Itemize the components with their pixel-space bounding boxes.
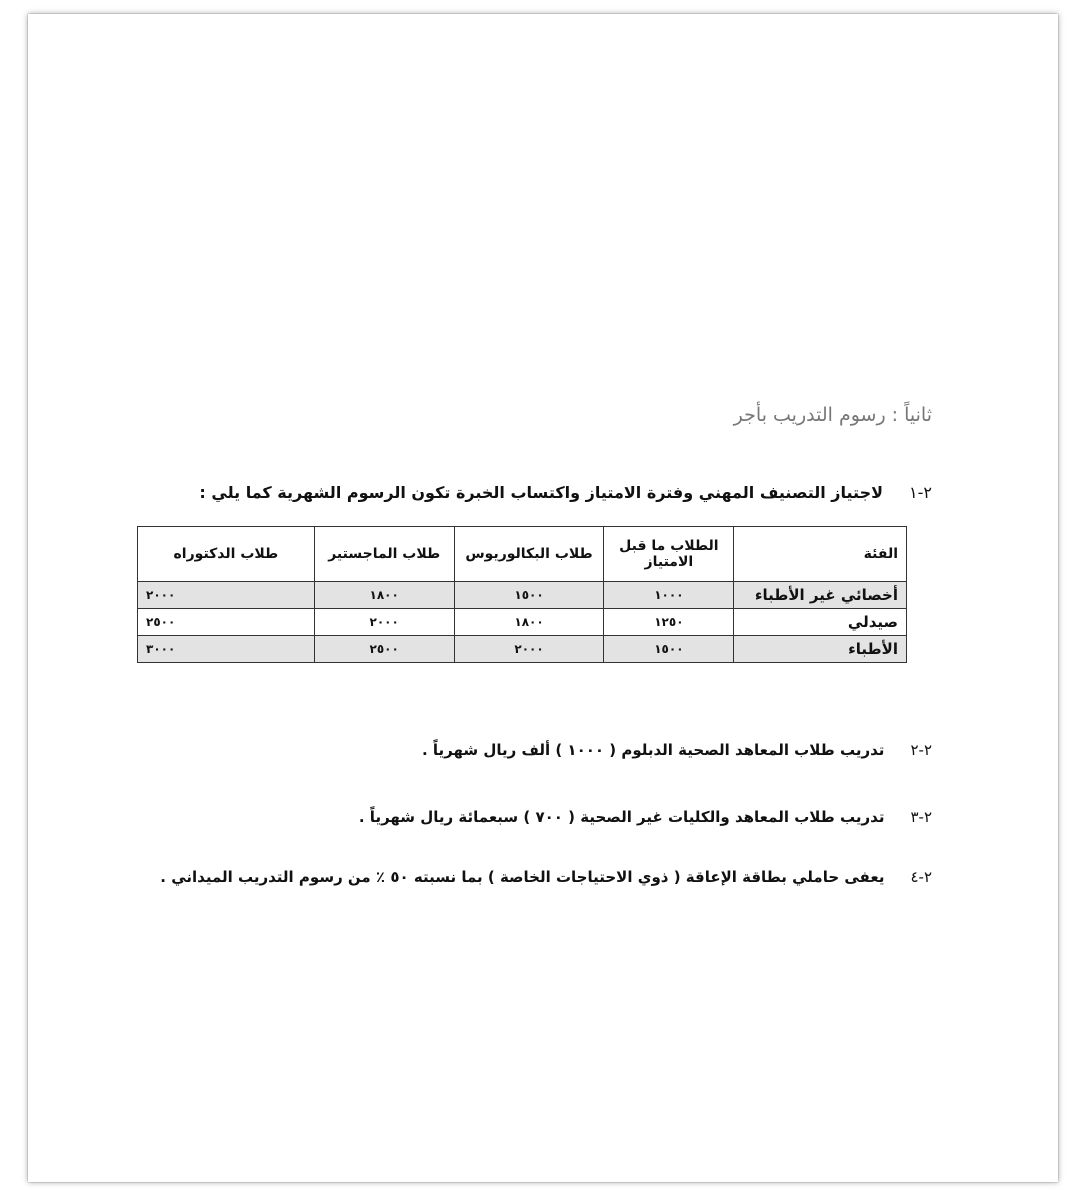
table-cell: ٢٥٠٠ [314, 636, 454, 663]
table-cell: ٢٠٠٠ [138, 582, 315, 609]
header-doctorate: طلاب الدكتوراه [138, 527, 315, 582]
table-cell: ١٢٥٠ [604, 609, 734, 636]
table-cell: ١٥٠٠ [454, 582, 604, 609]
header-bachelor: طلاب البكالوريوس [454, 527, 604, 582]
table-header-row [138, 527, 907, 582]
table-cell: ١٠٠٠ [604, 582, 734, 609]
intro-number: ٢-١ [909, 483, 932, 502]
fees-table [137, 526, 907, 663]
clause-text: يعفى حاملي بطاقة الإعاقة ( ذوي الاحتياجات الخاصة ) بما نسبته ٥٠ ٪ من رسوم التدريب الميداني . [160, 868, 885, 886]
header-category: الفئة [734, 527, 907, 582]
intro-paragraph [199, 483, 932, 502]
table-cell: ١٨٠٠ [454, 609, 604, 636]
clause-2-4 [160, 868, 932, 886]
intro-text: لاجتياز التصنيف المهني وفترة الامتياز واكتساب الخبرة تكون الرسوم الشهرية كما يلي : [199, 483, 884, 502]
table-cell: الأطباء [734, 636, 907, 663]
table-row [138, 582, 907, 609]
clause-number: ٢-٤ [910, 868, 932, 886]
section-heading: ثانياً : رسوم التدريب بأجر [733, 404, 932, 426]
table-cell: ٣٠٠٠ [138, 636, 315, 663]
clause-number: ٢-٣ [910, 808, 932, 826]
table-cell: ٢٠٠٠ [454, 636, 604, 663]
table-row [138, 609, 907, 636]
table-row [138, 636, 907, 663]
table-cell: أخصائي غير الأطباء [734, 582, 907, 609]
table-cell: ١٥٠٠ [604, 636, 734, 663]
clause-text: تدريب طلاب المعاهد الصحية الدبلوم ( ١٠٠٠ ) ألف ريال شهرياً . [421, 741, 885, 759]
table-cell: ٢٠٠٠ [314, 609, 454, 636]
clause-2-3 [359, 808, 932, 826]
clause-text: تدريب طلاب المعاهد والكليات غير الصحية ( ٧٠٠ ) سبعمائة ريال شهرياً . [358, 808, 885, 826]
header-master: طلاب الماجستير [314, 527, 454, 582]
table-cell: ٢٥٠٠ [138, 609, 315, 636]
clause-2-2 [422, 741, 932, 759]
table-cell: ١٨٠٠ [314, 582, 454, 609]
header-pre-internship: الطلاب ما قبل الامتياز [604, 527, 734, 582]
clause-number: ٢-٢ [910, 741, 932, 759]
table-cell: صيدلي [734, 609, 907, 636]
